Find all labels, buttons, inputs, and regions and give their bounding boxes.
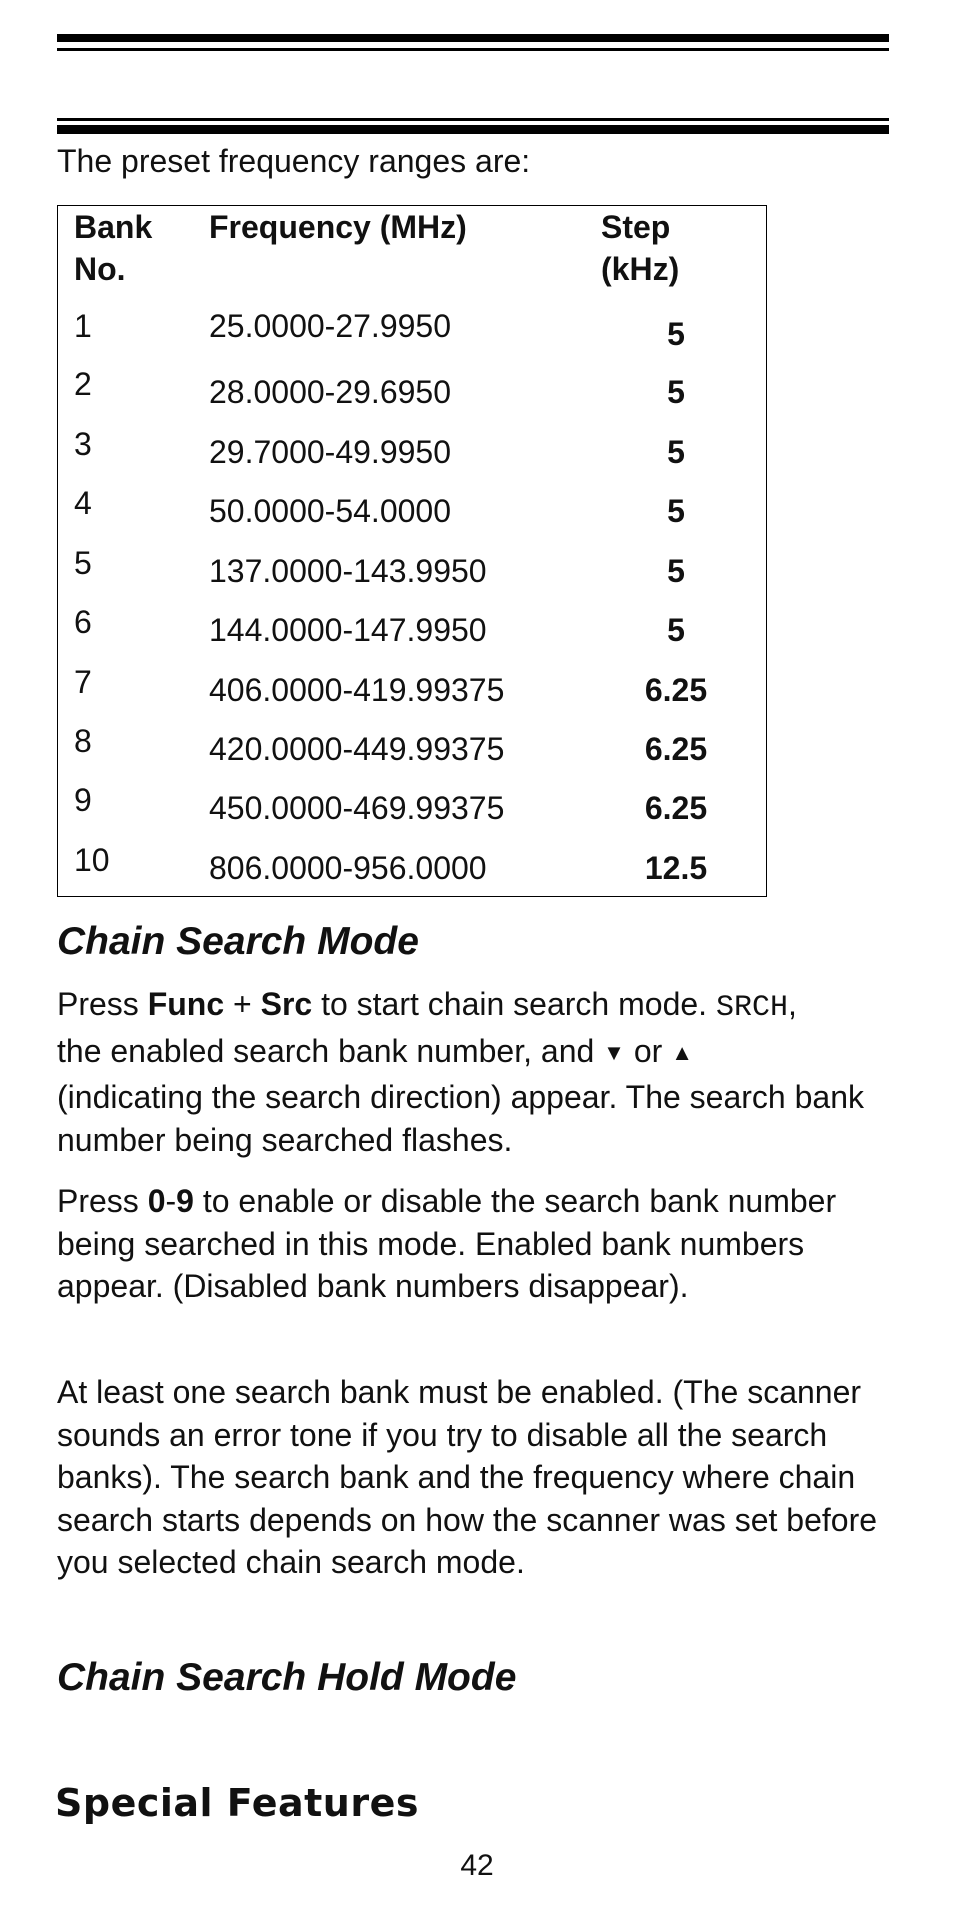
table-cell-frequency: 144.0000-147.9950 (209, 612, 487, 648)
p1-line2: the enabled search bank number, and (57, 1032, 604, 1069)
intro-text: The preset frequency ranges are: (57, 143, 531, 179)
p1-press: Press (57, 986, 148, 1022)
header-rule-thin (57, 118, 889, 121)
table-cell-bank: 4 (74, 485, 92, 521)
table-cell-frequency: 420.0000-449.99375 (209, 731, 505, 767)
table-cell-step: 5 (667, 316, 685, 352)
up-arrow-icon: ▲ (671, 1039, 693, 1065)
header-rule-thick (57, 125, 889, 134)
header-frequency: Frequency (MHz) (209, 209, 467, 245)
table-cell-frequency: 28.0000-29.6950 (209, 374, 451, 410)
table-cell-bank: 9 (74, 782, 92, 818)
chain-search-paragraph-2 (57, 1180, 897, 1308)
table-cell-step: 5 (667, 612, 685, 648)
header-step-line1: Step (601, 209, 671, 245)
chain-search-paragraph-3: At least one search bank must be enabled. (The scanner sounds an error tone if you try to disable all the search banks). The search bank and the frequency where chain search starts depends on how the scanner was set before you selected chain search mode. (57, 1374, 878, 1580)
table-cell-bank: 10 (74, 842, 110, 878)
header-bank-line1: Bank (74, 209, 153, 245)
table-cell-bank: 8 (74, 723, 92, 759)
header-bank-line2: No. (74, 251, 126, 287)
src-key-label: Src (260, 986, 313, 1022)
table-cell-frequency: 450.0000-469.99375 (209, 790, 505, 826)
table-cell-bank: 2 (74, 366, 92, 402)
header-step (601, 206, 679, 290)
table-cell-step: 5 (667, 374, 685, 410)
table-cell-bank: 3 (74, 426, 92, 462)
table-cell-step: 5 (667, 434, 685, 470)
p1-rest: (indicating the search direction) appear. The search bank number being searched flashes. (57, 1079, 864, 1158)
table-cell-frequency: 25.0000-27.9950 (209, 308, 451, 344)
table-cell-frequency: 50.0000-54.0000 (209, 493, 451, 529)
key-0-label: 0 (147, 1183, 166, 1219)
down-arrow-icon: ▼ (603, 1039, 625, 1065)
func-key-label: Func (147, 986, 225, 1022)
key-9-label: 9 (176, 1183, 194, 1219)
footer-section-title: Special Features (55, 1781, 419, 1825)
p1-or: or (624, 1032, 672, 1069)
p2-dash: - (165, 1183, 177, 1219)
p1-plus: + (224, 986, 261, 1022)
table-cell-step: 6.25 (644, 672, 708, 708)
p2-press: Press (57, 1183, 148, 1219)
chain-search-hold-mode-heading: Chain Search Hold Mode (57, 1656, 517, 1699)
frequency-table (57, 205, 767, 897)
table-cell-bank: 1 (74, 308, 92, 344)
table-cell-bank: 7 (74, 664, 92, 700)
table-cell-frequency: 137.0000-143.9950 (209, 553, 487, 589)
p1-comma: , (787, 986, 797, 1022)
srch-display-text: SRCH (715, 991, 788, 1025)
table-cell-frequency: 406.0000-419.99375 (209, 672, 505, 708)
header-bank-no (74, 206, 152, 290)
table-cell-step: 5 (667, 553, 685, 589)
table-cell-step: 6.25 (644, 731, 708, 767)
p2-rest: to enable or disable the search bank number being searched in this mode. Enabled bank numbers appear. (Disabled bank numbers disappear). (57, 1183, 837, 1304)
chain-search-paragraph-1 (57, 983, 897, 1161)
table-cell-bank: 6 (74, 604, 92, 640)
p1-after-src: to start chain search mode. (312, 986, 716, 1022)
table-cell-bank: 5 (74, 545, 92, 581)
table-cell-step: 6.25 (644, 790, 708, 826)
table-cell-step: 12.5 (644, 850, 708, 886)
table-cell-frequency: 29.7000-49.9950 (209, 434, 451, 470)
table-cell-step: 5 (667, 493, 685, 529)
chain-search-mode-heading: Chain Search Mode (57, 920, 419, 963)
top-rule-thick (57, 34, 889, 42)
header-step-line2: (kHz) (601, 251, 680, 287)
top-rule-thin (57, 48, 889, 51)
page-number: 42 (460, 1849, 494, 1882)
table-cell-frequency: 806.0000-956.0000 (209, 850, 487, 886)
